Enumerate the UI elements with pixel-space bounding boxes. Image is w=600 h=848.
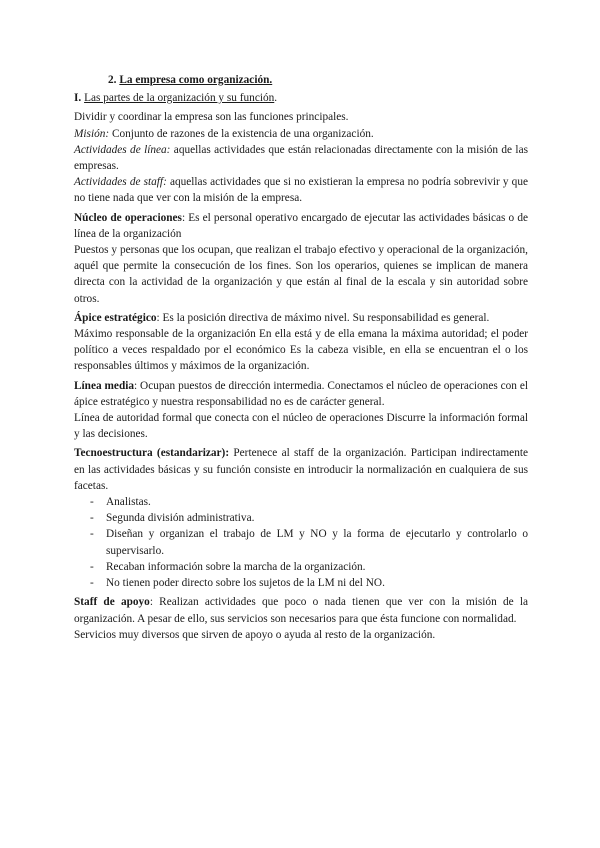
list-item-text: Recaban información sobre la marcha de la organización. bbox=[106, 560, 366, 573]
list-bullet: - bbox=[90, 496, 94, 509]
staff-text: aquellas actividades que si no existieran la empresa no podría sobrevivir y que no tiene nada que ver con la misión de la empresa. bbox=[74, 176, 528, 205]
subsection-end: . bbox=[274, 92, 278, 105]
mision-paragraph bbox=[74, 126, 528, 142]
apoyo-paragraph bbox=[74, 594, 528, 626]
list-item bbox=[74, 526, 528, 558]
mision-text: Conjunto de razones de la existencia de una organización. bbox=[109, 127, 374, 140]
list-item-text: Analistas. bbox=[106, 496, 151, 509]
list-item bbox=[74, 510, 528, 526]
apoyo-detail: Servicios muy diversos que sirven de apoyo o ayuda al resto de la organización. bbox=[74, 628, 436, 641]
nucleo-term: Núcleo de operaciones bbox=[74, 211, 182, 224]
mision-term: Misión: bbox=[74, 127, 110, 140]
linea-text: aquellas actividades que están relacionadas directamente con la misión de las empresas. bbox=[74, 143, 528, 173]
heading-title: La empresa como organización. bbox=[119, 74, 273, 86]
list-bullet: - bbox=[90, 560, 94, 573]
linea-paragraph bbox=[74, 142, 528, 174]
heading-number: 2. bbox=[108, 74, 117, 86]
apoyo-term: Staff de apoyo bbox=[74, 596, 150, 609]
apice-term: Ápice estratégico bbox=[74, 311, 157, 324]
apoyo-text: : Realizan actividades que poco o nada tienen que ver con la misión de la organización. A pesar de ello, sus servicios son necesarios para que ésta funcione con normalidad. bbox=[74, 596, 528, 625]
nucleo-paragraph bbox=[74, 210, 528, 242]
tecno-paragraph bbox=[74, 445, 528, 494]
list-item-text: No tienen poder directo sobre los sujetos de la LM ni del NO. bbox=[106, 577, 385, 590]
list-bullet: - bbox=[90, 528, 94, 541]
list-item bbox=[74, 559, 528, 575]
section-heading bbox=[108, 72, 528, 88]
tecno-list bbox=[74, 494, 528, 591]
tecno-term: Tecnoestructura (estandarizar): bbox=[74, 447, 230, 460]
subsection-number: I. bbox=[74, 92, 82, 105]
document-page bbox=[74, 72, 528, 643]
list-item bbox=[74, 494, 528, 510]
nucleo-detail: Puestos y personas que los ocupan, que realizan el trabajo efectivo y operacional de la organización, aquél que permite la consecución de los fines. Son los operarios, quienes se implican de manera directa con la actividad de la organización y que están al final de la escala y sin autoridad sobre otros. bbox=[74, 244, 528, 305]
intro-paragraph: Dividir y coordinar la empresa son las funciones principales. bbox=[74, 111, 349, 124]
list-bullet: - bbox=[90, 577, 94, 590]
linea-term: Actividades de línea: bbox=[74, 143, 171, 156]
media-term: Línea media bbox=[74, 379, 135, 392]
staff-term: Actividades de staff: bbox=[74, 176, 167, 189]
subsection-heading bbox=[74, 90, 528, 106]
list-bullet: - bbox=[90, 512, 94, 525]
apice-paragraph bbox=[74, 310, 528, 326]
media-detail: Línea de autoridad formal que conecta con el núcleo de operaciones Discurre la información formal y las decisiones. bbox=[74, 412, 528, 441]
nucleo-text: : Es el personal operativo encargado de ejecutar las actividades básicas o de línea de la organización bbox=[74, 211, 528, 240]
staff-paragraph bbox=[74, 174, 528, 206]
apice-text: : Es la posición directiva de máximo nivel. Su responsabilidad es general. bbox=[156, 311, 490, 324]
apice-detail: Máximo responsable de la organización En ella está y de ella emana la máxima autoridad; el poder político a veces respaldado por el económico Es la cabeza visible, en ella se encuentran el o los responsables últimos y máximos de la organización. bbox=[74, 328, 528, 373]
media-text: : Ocupan puestos de dirección intermedia. Conectamos el núcleo de operaciones con el ápice estratégico y nuestra responsabilidad no es de carácter general. bbox=[74, 379, 528, 408]
tecno-text: Pertenece al staff de la organización. Participan indirectamente en las actividades básicas y su función consiste en introducir la normalización en cualquiera de sus facetas. bbox=[74, 447, 528, 492]
media-paragraph bbox=[74, 378, 528, 410]
list-item bbox=[74, 575, 528, 591]
subsection-title: Las partes de la organización y su función bbox=[84, 92, 275, 105]
list-item-text: Diseñan y organizan el trabajo de LM y NO y la forma de ejecutarlo y controlarlo o supervisarlo. bbox=[106, 528, 528, 557]
list-item-text: Segunda división administrativa. bbox=[106, 512, 255, 525]
